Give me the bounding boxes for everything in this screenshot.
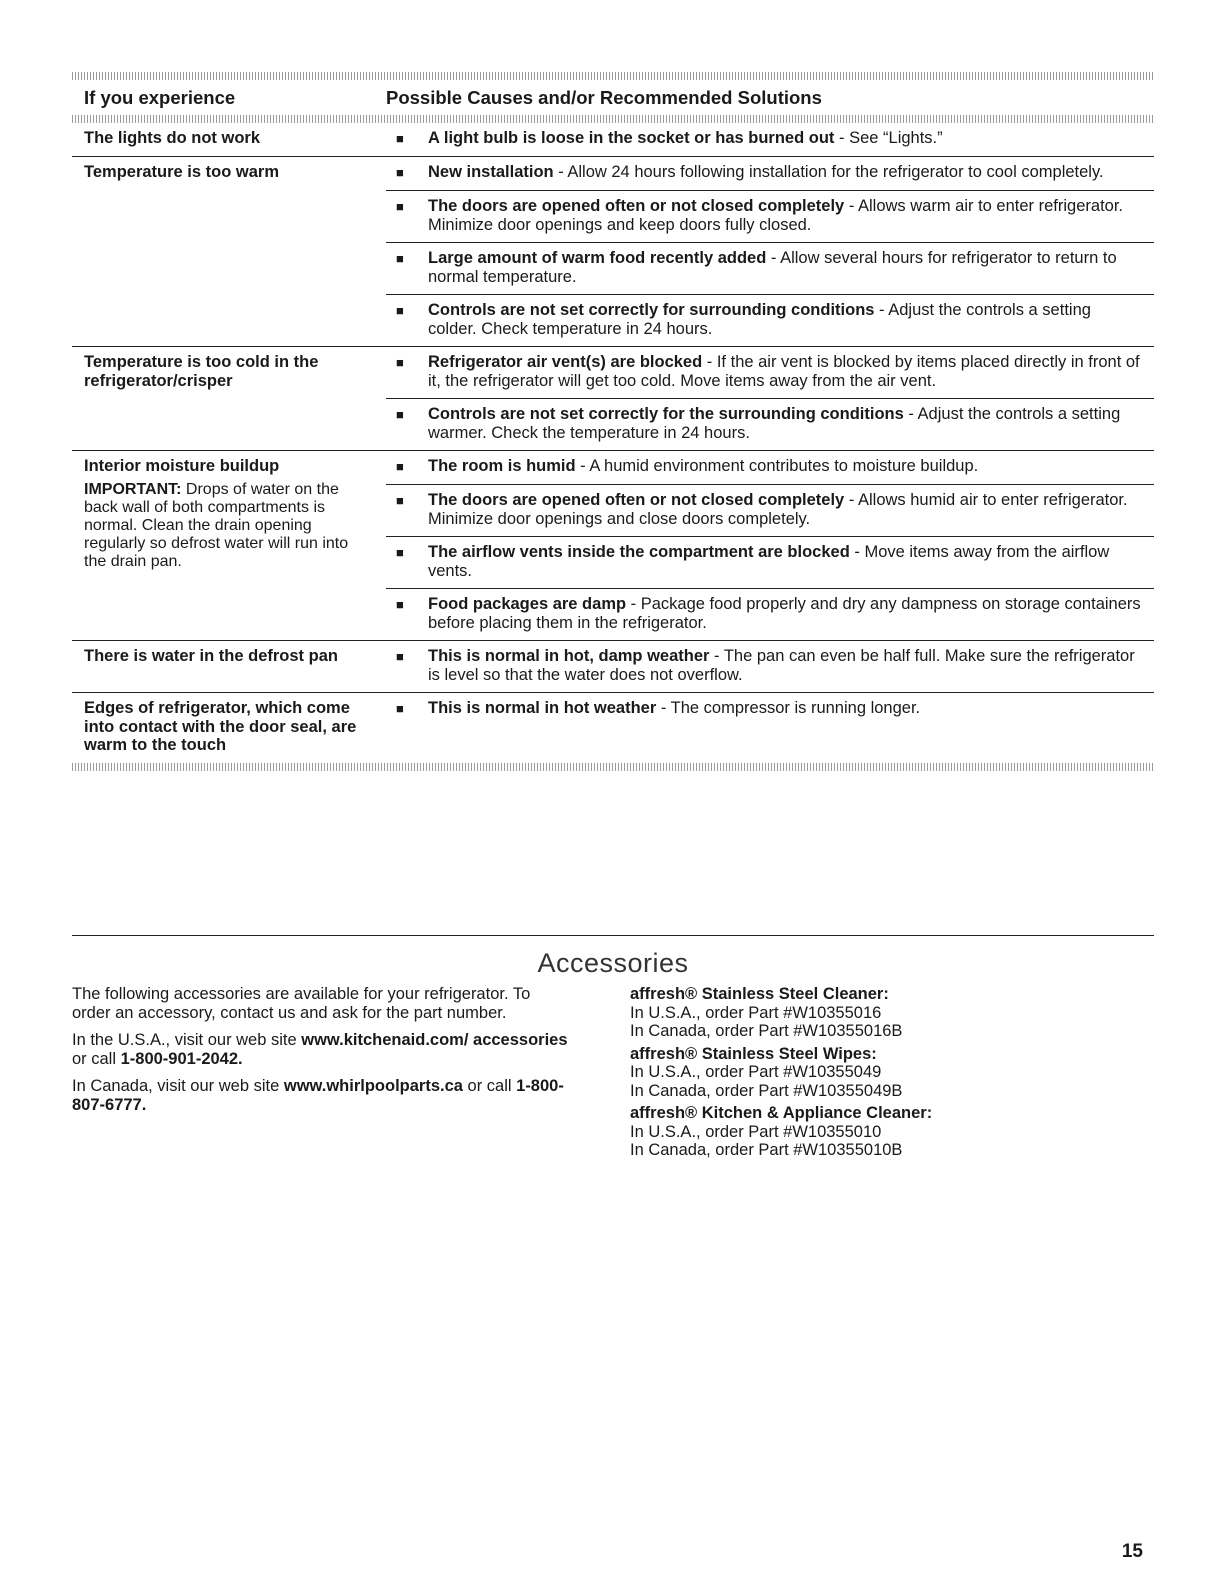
table-row	[72, 156, 1154, 346]
solution-cause: Controls are not set correctly for the surrounding conditions	[428, 405, 904, 423]
product-usa-part: In U.S.A., order Part #W10355016	[630, 1003, 882, 1022]
product-name: affresh® Kitchen & Appliance Cleaner:	[630, 1104, 933, 1122]
square-bullet-icon: ■	[396, 701, 404, 716]
accessories-intro: The following accessories are available for your refrigerator. To order an accessory, contact us and ask for the part number.	[72, 985, 531, 1022]
solution-cause: The doors are opened often or not closed completely	[428, 197, 845, 215]
problem-cell	[72, 451, 386, 640]
canada-website-link[interactable]: www.whirlpoolparts.ca	[283, 1077, 463, 1095]
product-canada-part: In Canada, order Part #W10355049B	[630, 1081, 903, 1100]
solution-cause: Refrigerator air vent(s) are blocked	[428, 353, 703, 371]
product-usa-part: In U.S.A., order Part #W10355049	[630, 1063, 882, 1081]
problem-title: There is water in the defrost pan	[84, 647, 338, 665]
solution-item	[386, 398, 1154, 450]
table-top-rule	[72, 72, 1154, 80]
solution-item	[386, 347, 1154, 398]
solution-item	[386, 242, 1154, 294]
solution-cause: The doors are opened often or not closed completely	[428, 491, 845, 509]
solution-cause: This is normal in hot weather	[428, 699, 657, 717]
product-item	[630, 1045, 1130, 1101]
table-bottom-rule	[72, 763, 1154, 771]
solution-cause: New installation	[428, 163, 554, 181]
header-if-you-experience: If you experience	[84, 87, 236, 108]
solution-text: - Allow 24 hours following installation for the refrigerator to cool completely.	[553, 163, 1104, 181]
square-bullet-icon: ■	[396, 355, 404, 370]
square-bullet-icon: ■	[396, 493, 404, 508]
page-number: 15	[1121, 1541, 1143, 1562]
square-bullet-icon: ■	[396, 545, 404, 560]
problem-title: Edges of refrigerator, which come into contact with the door seal, are warm to the touch	[84, 699, 357, 754]
important-label: IMPORTANT:	[84, 480, 182, 498]
solution-item	[386, 641, 1154, 692]
solution-item	[386, 484, 1154, 536]
product-name: affresh® Stainless Steel Wipes:	[630, 1044, 877, 1063]
solutions-cell	[386, 641, 1154, 692]
problem-cell	[72, 157, 386, 346]
note-text: Drops of water on the back wall of both compartments is normal. Clean the drain opening regularly so defrost water will run into the drain pan.	[84, 480, 349, 570]
square-bullet-icon: ■	[396, 649, 404, 664]
solution-text: - Move items away from the airflow vents.	[428, 543, 1110, 580]
solution-text: - Package food properly and dry any dampness on storage containers before placing them in the refrigerator.	[428, 595, 1141, 632]
header-possible-causes: Possible Causes and/or Recommended Solutions	[386, 87, 822, 108]
problem-cell	[72, 641, 386, 692]
product-name: affresh® Stainless Steel Cleaner:	[630, 985, 889, 1003]
solution-text: - Adjust the controls a setting warmer. Check the temperature in 24 hours.	[428, 405, 1121, 442]
square-bullet-icon: ■	[396, 597, 404, 612]
solution-text: - The compressor is running longer.	[656, 699, 921, 717]
canada-phone: 1-800-807-6777.	[72, 1077, 564, 1114]
usa-contact-text: In the U.S.A., visit our web site	[72, 1031, 302, 1049]
square-bullet-icon: ■	[396, 165, 404, 180]
problem-note	[84, 481, 374, 571]
usa-contact	[72, 1031, 572, 1068]
solution-item	[386, 123, 1154, 156]
accessories-products-column	[630, 985, 1130, 1164]
solution-cause: Large amount of warm food recently added	[428, 249, 767, 267]
solution-cause: This is normal in hot, damp weather	[428, 647, 710, 665]
accessories-rule	[72, 935, 1154, 936]
solution-text: - Allow several hours for refrigerator to return to normal temperature.	[428, 249, 1117, 286]
table-row	[72, 692, 1154, 763]
table-header-rule	[72, 115, 1154, 123]
problem-title: Temperature is too warm	[84, 163, 279, 181]
table-row	[72, 123, 1154, 156]
table-row	[72, 346, 1154, 450]
solution-item	[386, 588, 1154, 640]
problem-title: The lights do not work	[84, 129, 260, 147]
table-row	[72, 450, 1154, 640]
solutions-cell	[386, 157, 1154, 346]
product-usa-part: In U.S.A., order Part #W10355010	[630, 1122, 882, 1141]
usa-call-text: or call	[72, 1049, 121, 1068]
problem-cell	[72, 123, 386, 156]
accessories-heading: Accessories	[537, 948, 689, 978]
square-bullet-icon: ■	[396, 459, 404, 474]
solution-item	[386, 536, 1154, 588]
solution-text: - See “Lights.”	[834, 129, 943, 147]
solution-item	[386, 451, 1154, 484]
problem-cell	[72, 693, 386, 763]
product-canada-part: In Canada, order Part #W10355016B	[630, 1022, 903, 1040]
table-row	[72, 640, 1154, 692]
solution-cause: The airflow vents inside the compartment are blocked	[428, 543, 850, 561]
solution-text: - If the air vent is blocked by items placed directly in front of it, the refrigerator will get too cold. Move items away from the air vent.	[428, 353, 1140, 390]
solution-text: - A humid environment contributes to moisture buildup.	[575, 457, 979, 475]
square-bullet-icon: ■	[396, 199, 404, 214]
square-bullet-icon: ■	[396, 251, 404, 266]
solution-item	[386, 190, 1154, 242]
problem-title: Temperature is too cold in the refrigerator/crisper	[84, 353, 319, 390]
table-header	[72, 80, 1154, 115]
solution-cause: Food packages are damp	[428, 595, 627, 613]
solution-cause: Controls are not set correctly for surrounding conditions	[428, 301, 875, 319]
usa-phone: 1-800-901-2042.	[120, 1049, 243, 1068]
solution-item	[386, 157, 1154, 190]
solution-item	[386, 693, 1154, 726]
problem-cell	[72, 347, 386, 450]
product-item	[630, 985, 1130, 1041]
canada-contact	[72, 1077, 572, 1114]
product-item	[630, 1104, 1130, 1160]
square-bullet-icon: ■	[396, 131, 404, 146]
square-bullet-icon: ■	[396, 407, 404, 422]
solution-item	[386, 294, 1154, 346]
solution-text: - Allows humid air to enter refrigerator. Minimize door openings and close doors completely.	[428, 491, 1128, 528]
solutions-cell	[386, 123, 1154, 156]
usa-website-link[interactable]: www.kitchenaid.com/ accessories	[301, 1031, 568, 1049]
accessories-intro-column	[72, 985, 572, 1123]
canada-contact-text: In Canada, visit our web site	[72, 1077, 284, 1095]
product-canada-part: In Canada, order Part #W10355010B	[630, 1141, 903, 1159]
square-bullet-icon: ■	[396, 303, 404, 318]
canada-call-text: or call	[462, 1077, 517, 1095]
solution-cause: A light bulb is loose in the socket or has burned out	[428, 129, 835, 147]
solution-cause: The room is humid	[428, 457, 576, 475]
solutions-cell	[386, 693, 1154, 763]
solutions-cell	[386, 451, 1154, 640]
solutions-cell	[386, 347, 1154, 450]
solution-text: - Adjust the controls a setting colder. Check temperature in 24 hours.	[428, 301, 1091, 338]
problem-title: Interior moisture buildup	[84, 457, 280, 475]
solution-text: - The pan can even be half full. Make sure the refrigerator is level so that the water does not overflow.	[428, 647, 1135, 684]
troubleshooting-table	[72, 72, 1154, 771]
solution-text: - Allows warm air to enter refrigerator. Minimize door openings and keep doors fully closed.	[428, 197, 1123, 234]
